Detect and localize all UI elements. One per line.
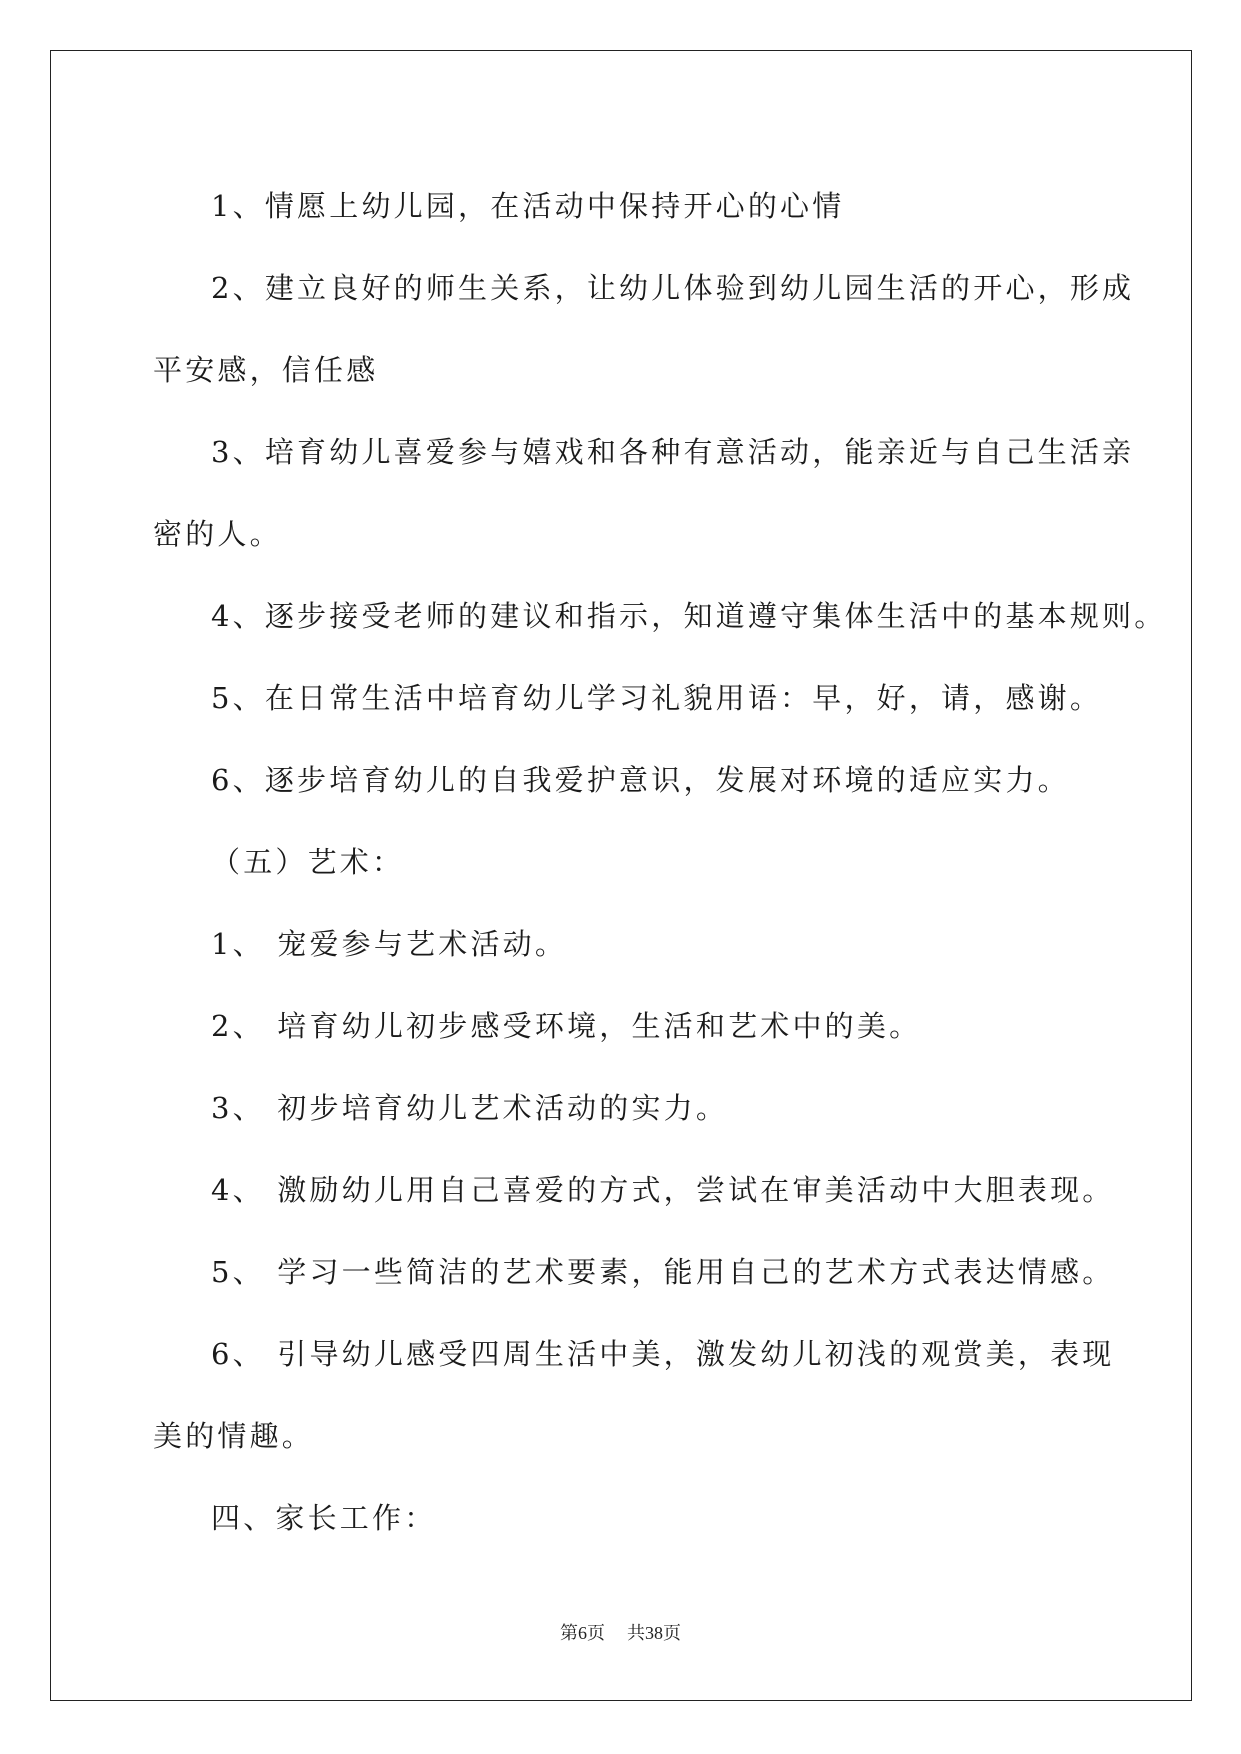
paragraph-line: 2、 培育幼儿初步感受环境，生活和艺术中的美。 xyxy=(211,1009,922,1043)
paragraph-line: 4、逐步接受老师的建议和指示，知道遵守集体生活中的基本规则。 xyxy=(211,599,1167,633)
paragraph-line: 6、逐步培育幼儿的自我爱护意识，发展对环境的适应实力。 xyxy=(211,763,1070,797)
paragraph-line: 6、 引导幼儿感受四周生活中美，激发幼儿初浅的观赏美，表现 xyxy=(211,1337,1115,1371)
paragraph-line: 1、 宠爱参与艺术活动。 xyxy=(211,927,568,961)
page-number-total: 共38页 xyxy=(627,1623,681,1643)
paragraph-line: 5、 学习一些简洁的艺术要素，能用自己的艺术方式表达情感。 xyxy=(211,1255,1115,1289)
paragraph-line: 3、培育幼儿喜爱参与嬉戏和各种有意活动，能亲近与自己生活亲 xyxy=(211,435,1135,469)
document-body xyxy=(153,165,1167,1559)
section-heading: 四、家长工作： xyxy=(211,1501,437,1535)
page-number-current: 第6页 xyxy=(560,1623,605,1643)
paragraph-line: 1、情愿上幼儿园，在活动中保持开心的心情 xyxy=(211,189,845,223)
paragraph-line: 平安感，信任感 xyxy=(153,353,379,387)
paragraph-line: 5、在日常生活中培育幼儿学习礼貌用语：早，好，请，感谢。 xyxy=(211,681,1103,715)
section-heading: （五）艺术： xyxy=(211,845,405,879)
paragraph-line: 3、 初步培育幼儿艺术活动的实力。 xyxy=(211,1091,729,1125)
paragraph-line: 密的人。 xyxy=(153,517,282,551)
paragraph-line: 美的情趣。 xyxy=(153,1419,315,1453)
paragraph-line: 2、建立良好的师生关系，让幼儿体验到幼儿园生活的开心，形成 xyxy=(211,271,1135,305)
paragraph-line: 4、 激励幼儿用自己喜爱的方式，尝试在审美活动中大胆表现。 xyxy=(211,1173,1115,1207)
page-footer xyxy=(0,1619,1241,1645)
